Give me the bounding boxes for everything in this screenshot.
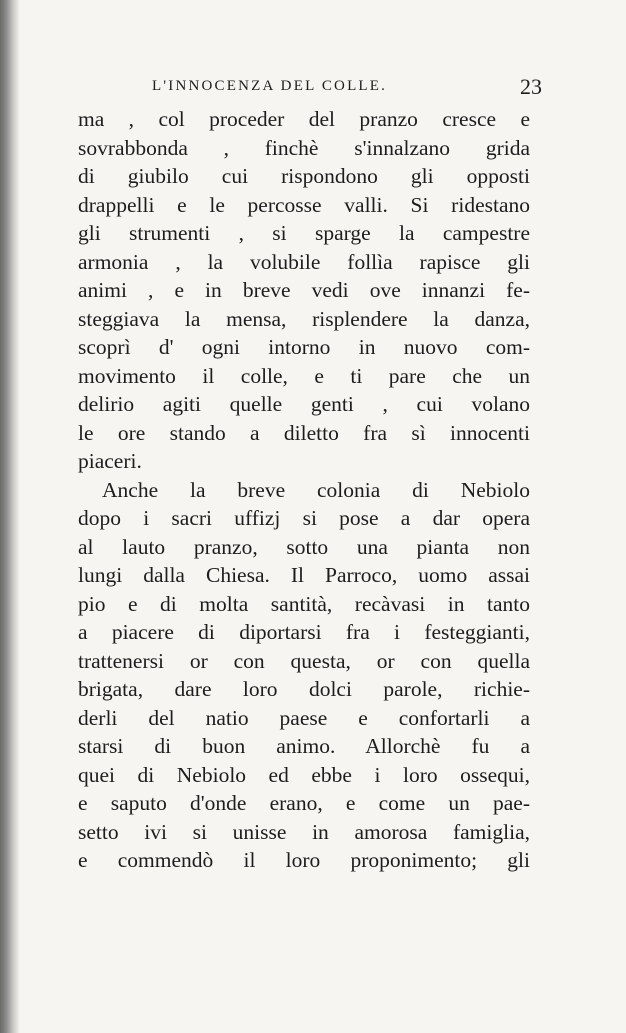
text-line: le ore stando a diletto fra sì innocenti: [78, 420, 530, 445]
text-line: drappelli e le percosse valli. Si ridestano: [78, 192, 530, 217]
text-line: a piacere di diportarsi fra i festeggianti,: [78, 620, 530, 644]
text-line: Anche la breve colonia di Nebiolo: [102, 477, 530, 502]
text-line: ma , col proceder del pranzo cresce e: [78, 107, 530, 131]
text-line: sovrabbonda , finchè s'innalzano grida: [78, 135, 530, 160]
running-title: L'INNOCENZA DEL COLLE.: [152, 78, 388, 94]
text-line: scoprì d' ogni intorno in nuovo com-: [78, 335, 530, 359]
text-line: gli strumenti , si sparge la campestre: [78, 221, 530, 245]
text-line: e commendò il loro proponimento; gli: [78, 848, 530, 872]
text-line: armonia , la volubile follìa rapisce gli: [78, 249, 530, 274]
text-line: starsi di buon animo. Allorchè fu a: [78, 734, 530, 758]
text-line: dopo i sacri uffizj si pose a dar opera: [78, 506, 530, 530]
text-line: movimento il colle, e ti pare che un: [78, 363, 530, 388]
body-text: [78, 105, 530, 875]
text-line: trattenersi or con questa, or con quella: [78, 648, 530, 673]
text-line: quei di Nebiolo ed ebbe i loro ossequi,: [78, 762, 530, 787]
text-line: pio e di molta santità, recàvasi in tanto: [78, 591, 530, 616]
text-line: al lauto pranzo, sotto una pianta non: [78, 534, 530, 559]
paragraph-1: [78, 105, 530, 476]
text-line: lungi dalla Chiesa. Il Parroco, uomo assai: [78, 563, 530, 587]
text-line: steggiava la mensa, risplendere la danza,: [78, 306, 530, 331]
running-head: [152, 74, 542, 100]
text-line: animi , e in breve vedi ove innanzi fe-: [78, 278, 530, 302]
text-line: di giubilo cui rispondono gli opposti: [78, 164, 530, 188]
text-line: e saputo d'onde erano, e come un pae-: [78, 791, 530, 815]
text-line: setto ivi si unisse in amorosa famiglia,: [78, 819, 530, 844]
text-line: piaceri.: [78, 449, 142, 473]
page-spine-edge: [0, 0, 20, 1033]
text-line: brigata, dare loro dolci parole, richie-: [78, 677, 530, 701]
page-number: 23: [520, 74, 542, 99]
paragraph-2: [78, 476, 530, 875]
text-line: delirio agiti quelle genti , cui volano: [78, 392, 530, 416]
text-line: derli del natio paese e confortarli a: [78, 705, 530, 730]
